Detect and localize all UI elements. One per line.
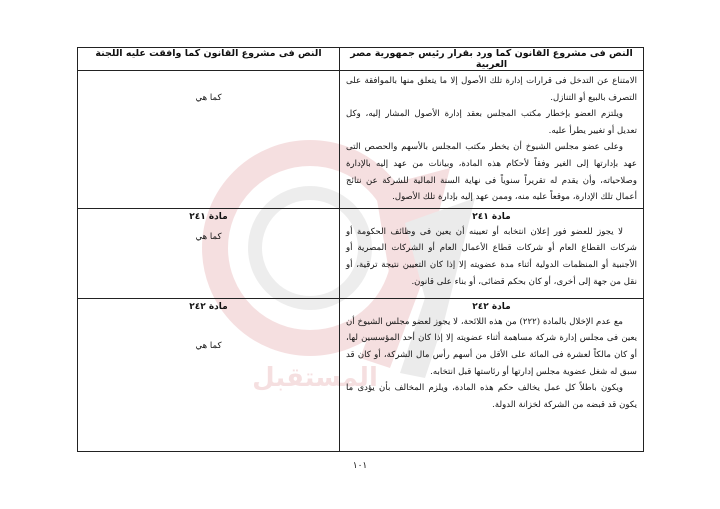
unchanged-note: كما هي xyxy=(195,340,222,351)
page-number: ١٠١ xyxy=(352,461,368,471)
paragraph: ويلتزم العضو بإخطار مكتب المجلس بعقد إدارة الأصول المشار إليه، وكل تعديل أو تغيير يطرأ عليه. xyxy=(346,109,637,136)
article-title: مادة ٢٤١ xyxy=(472,211,511,222)
unchanged-note: كما هي xyxy=(195,93,222,103)
comparison-table xyxy=(77,47,644,452)
original-text-cell xyxy=(340,71,644,209)
article-title: مادة ٢٤٢ xyxy=(189,301,228,312)
original-text-cell xyxy=(340,208,644,298)
table-header-row xyxy=(78,48,644,71)
paragraph: لا يجوز للعضو فور إعلان انتخابه أو تعيينه أن يعين فى وظائف الحكومة أو شركات القطاع العام أو شركات قطاع الأعمال العام أو الشركات المصرية أو الأجنبية أو المنظمات الدولية أثناء مدة عضويته إلا إذا كان التعيين نتيجة ترقية، أو نقل من جهة إلى أخرى، أو كان بحكم قضائى، أو بناء على قانون. xyxy=(346,226,637,287)
table-row xyxy=(78,298,644,451)
unchanged-note: كما هي xyxy=(195,231,222,242)
paragraph: مع عدم الإخلال بالمادة (٢٢٢) من هذه اللائحة، لا يجوز لعضو مجلس الشيوخ أن يعين فى مجلس إدارة شركة مساهمة أثناء عضويته إلا إذا كان أحد المؤسسين لها، أو كان مالكاً لعشرة فى المائة على الأقل من أسهم رأس مال الشركة، أو كان قد سبق له شغل عضوية مجلس إدارتها أو رئاستها قبل انتخابه. xyxy=(346,316,637,377)
paragraph: الامتناع عن التدخل فى قرارات إدارة تلك الأصول إلا ما يتعلق منها بالموافقة على التصرف بالبيع أو التنازل. xyxy=(346,76,637,103)
header-committee-text: النص فى مشروع القانون كما وافقت عليه اللجنة xyxy=(78,48,340,71)
table-row xyxy=(78,71,644,209)
committee-text-cell xyxy=(78,208,340,298)
header-original-text: النص فى مشروع القانون كما ورد بقرار رئيس جمهورية مصر العربية xyxy=(340,48,644,71)
committee-text-cell xyxy=(78,71,340,209)
table-row xyxy=(78,208,644,298)
original-text-cell xyxy=(340,298,644,451)
paragraph: ويكون باطلاً كل عمل يخالف حكم هذه المادة، ويلزم المخالف بأن يؤدى ما يكون قد قبضه من الشركة لخزانة الدولة. xyxy=(346,383,637,410)
paragraph: وعلى عضو مجلس الشيوخ أن يخطر مكتب المجلس بالأسهم والحصص التى عهد بإدارتها إلى الغير وفقاً لأحكام هذه المادة، وبيانات من عهد إليه بالإدارة وصلاحياته، وأن يقدم له تقريراً سنوياً فى نهاية السنة المالية للشركة عن نتائج أعمال تلك الإدارة، موقعاً عليه منه، وممن عهد إليه بإدارة تلك الأصول. xyxy=(346,142,637,203)
watermark-text: المستقبل xyxy=(252,363,378,393)
article-title: مادة ٢٤٢ xyxy=(472,301,511,312)
committee-text-cell xyxy=(78,298,340,451)
article-title: مادة ٢٤١ xyxy=(189,211,228,222)
